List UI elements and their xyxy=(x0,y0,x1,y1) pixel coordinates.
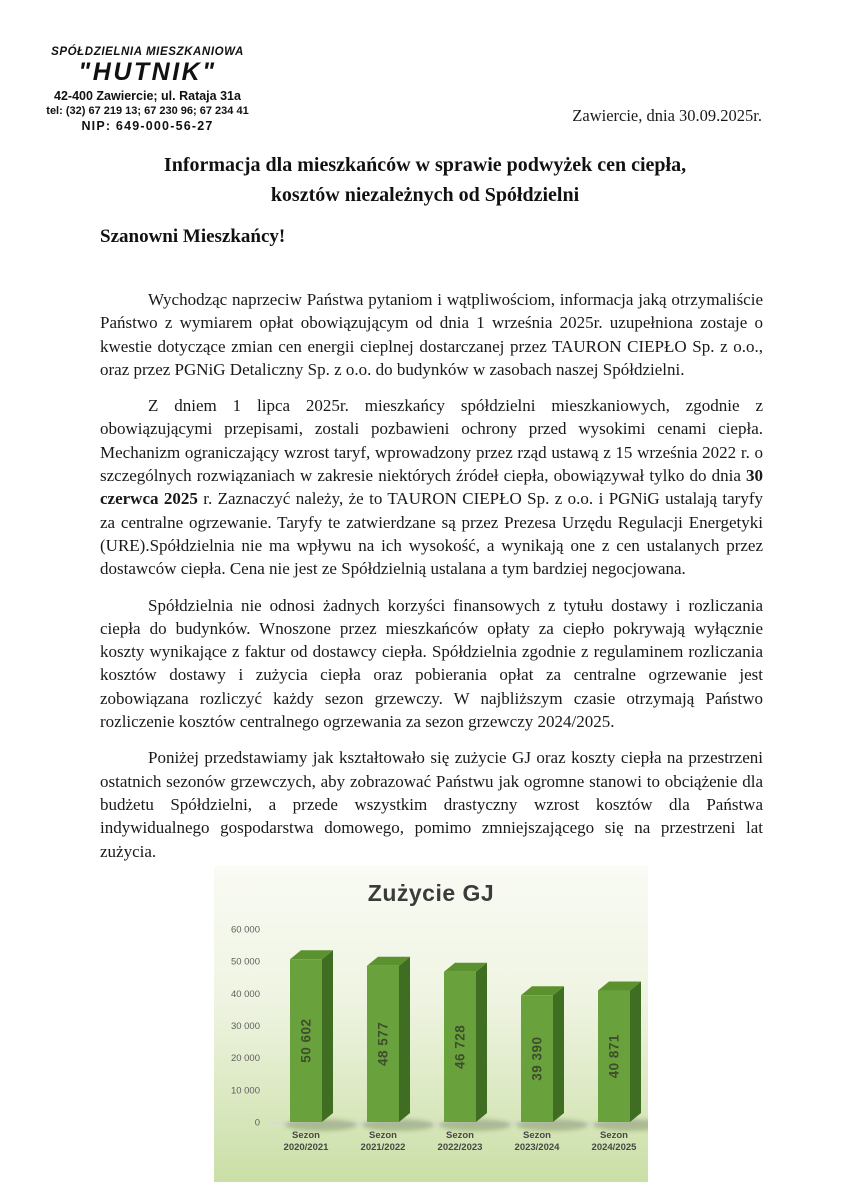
x-axis-category-line2: 2024/2025 xyxy=(591,1142,637,1153)
letterhead-stamp xyxy=(40,46,255,133)
y-axis-tick-label: 10 000 xyxy=(230,1085,260,1097)
bar-side-face xyxy=(476,963,487,1122)
x-axis-category-line2: 2023/2024 xyxy=(514,1142,560,1153)
text-run: r. Zaznaczyć należy, że to TAURON CIEPŁO Sp. z o.o. i PGNiG ustalają taryfy za centralne ogrzewanie. Taryfy te zatwierdzane są przez Prezesa Urzędu Regulacji Energetyki (URE).Spółdzielnia nie ma wpływu na ich wysokość, a wynikają one z cen ustalanych przez dostawców ciepła. Cena nie jest ze Spółdzielnią ustalana a tym bardziej negocjowana. xyxy=(100,489,763,579)
y-axis-tick-label: 40 000 xyxy=(230,988,260,1000)
text-run: Spółdzielnia nie odnosi żadnych korzyści finansowych z tytułu dostawy i rozliczania ciepła do budynków. Wnoszone przez mieszkańców opłaty za ciepło pokrywają wyłącznie koszty wynikające z faktur od dostawcy ciepła. Spółdzielnia zgodnie z regulaminem rozliczania kosztów dostawy i zużycia ciepła oraz pobierania opłat za centralne ogrzewanie jest zobowiązana rozliczyć każdy sezon grzewczy. W najbliższym czasie otrzymają Państwo rozliczenie kosztów centralnego ogrzewania za sezon grzewczy 2024/2025. xyxy=(100,595,763,732)
bar-side-face xyxy=(553,986,564,1122)
bold-text-run: 30 czerwca 2025 xyxy=(100,466,763,509)
y-axis-tick-label: 20 000 xyxy=(230,1053,260,1065)
y-axis-tick-label: 50 000 xyxy=(230,956,260,968)
x-axis-category-line1: Sezon xyxy=(369,1130,397,1141)
letterhead-company-name: "HUTNIK" xyxy=(78,58,217,86)
letter-body xyxy=(100,288,763,876)
text-run: Wychodząc naprzeciw Państwa pytaniom i wątpliwościom, informacja jaką otrzymaliście Państwo z wymiarem opłat obowiązującym od dnia 1 września 2025r. uzupełniona zostaje o kwestie dotyczące zmian cen energii cieplnej dostarczanej przez TAURON CIEPŁO Sp. z o.o., oraz przez PGNiG Detaliczny Sp. z o.o. do budynków w zasobach naszej Spółdzielni. xyxy=(100,290,763,379)
document-title-line1: Informacja dla mieszkańców w sprawie podwyżek cen ciepła, xyxy=(163,154,687,176)
y-axis-tick-label: 60 000 xyxy=(230,924,260,936)
letterhead-address: 42-400 Zawiercie; ul. Rataja 31a xyxy=(54,88,241,103)
letterhead-nip: NIP: 649-000-56-27 xyxy=(81,118,214,133)
text-run: Poniżej przedstawiamy jak kształtowało się zużycie GJ oraz koszty ciepła na przestrzeni ostatnich sezonów grzewczych, aby zobrazować Państwu jak ogromne stanowi to obciążenie dla budżetu Spółdzielni, a przede wszystkim drastyczny wzrost kosztów dla Państwa indywidualnego gospodarstwa domowego, pomimo zmniejszającego się na przestrzeni lat zużycia. xyxy=(100,748,763,861)
paragraph xyxy=(100,746,763,862)
greeting: Szanowni Mieszkańcy! xyxy=(100,226,286,247)
consumption-chart xyxy=(214,866,648,1182)
text-run: Z dniem 1 lipca 2025r. mieszkańcy spółdzielni mieszkaniowych, zgodnie z obowiązującymi przepisami, zostali pozbawieni ochrony przed wysokimi cenami ciepła. Mechanizm ograniczający wzrost taryf, wprowadzony przez rząd ustawą z 15 września 2022 r. o szczególnych rozwiązaniach w zakresie niektórych źródeł ciepła, obowiązywał tylko do dnia xyxy=(100,396,763,486)
bar-value-label: 48 577 xyxy=(375,1021,391,1067)
chart-title: Zużycie GJ xyxy=(367,880,495,906)
chart-canvas xyxy=(214,916,648,1182)
paragraph xyxy=(100,594,763,734)
x-axis-category-line1: Sezon xyxy=(523,1130,551,1141)
x-axis-category-line2: 2022/2023 xyxy=(437,1142,483,1153)
bar-value-label: 39 390 xyxy=(529,1036,545,1081)
bar-value-label: 46 728 xyxy=(452,1024,468,1069)
x-axis-category-line1: Sezon xyxy=(446,1130,474,1141)
x-axis-category-line2: 2020/2021 xyxy=(283,1142,329,1153)
x-axis-category-line1: Sezon xyxy=(600,1130,628,1141)
letterhead-phone: tel: (32) 67 219 13; 67 230 96; 67 234 41 xyxy=(46,104,249,117)
bar-side-face xyxy=(399,957,410,1122)
document-title-line2: kosztów niezależnych od Spółdzielni xyxy=(270,184,580,206)
dateline: Zawiercie, dnia 30.09.2025r. xyxy=(572,106,762,125)
bar-side-face xyxy=(322,950,333,1122)
letterhead-company-type: SPÓŁDZIELNIA MIESZKANIOWA xyxy=(51,46,244,58)
paragraph xyxy=(100,288,763,381)
x-axis-category-line1: Sezon xyxy=(292,1130,320,1141)
document-title xyxy=(70,150,780,210)
paragraph xyxy=(100,394,763,580)
x-axis-category-line2: 2021/2022 xyxy=(360,1142,406,1153)
y-axis-tick-label: 30 000 xyxy=(230,1021,260,1032)
y-axis-tick-label: 0 xyxy=(254,1117,260,1129)
bar-value-label: 50 602 xyxy=(298,1018,314,1063)
bar-side-face xyxy=(630,982,641,1122)
bar-value-label: 40 871 xyxy=(606,1034,622,1079)
